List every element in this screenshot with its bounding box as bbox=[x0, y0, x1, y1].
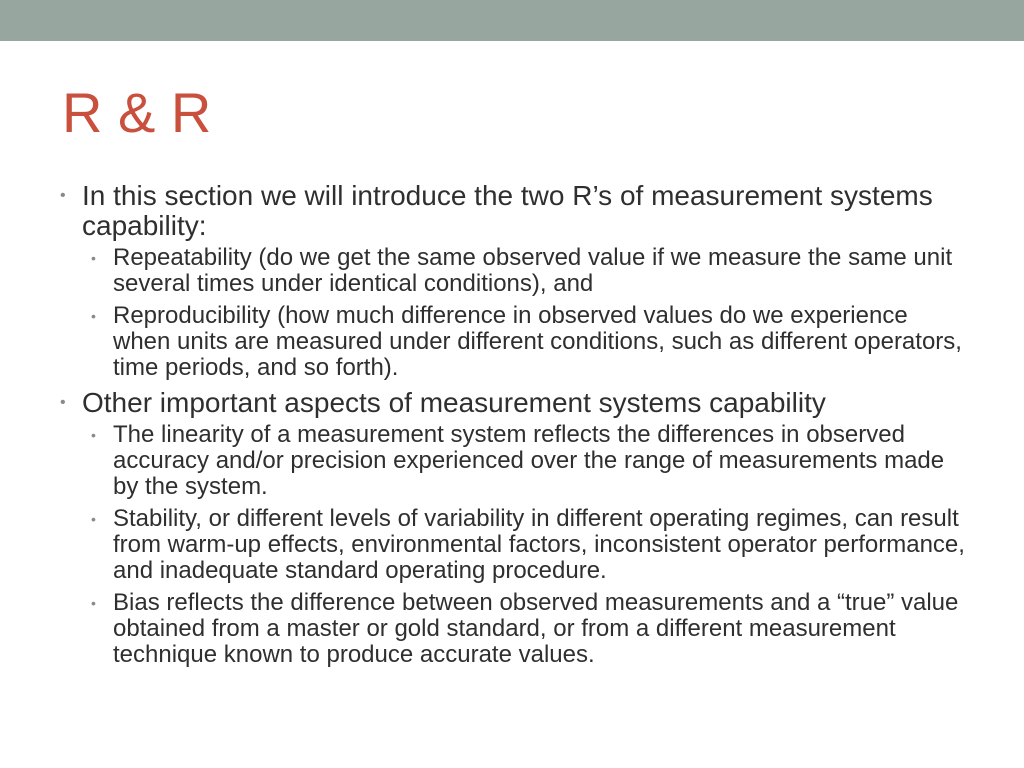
sub-bullet-item bbox=[82, 506, 968, 584]
sub-bullet-text: Reproducibility (how much difference in observed values do we experience when units are measured under different conditions, such as different operators, time periods, and so forth). bbox=[113, 302, 962, 381]
bullet-text: In this section we will introduce the two R’s of measurement systems capability: bbox=[82, 180, 933, 241]
bullet-icon: • bbox=[91, 308, 96, 324]
bullet-icon: • bbox=[60, 187, 66, 204]
sub-bullet-list bbox=[82, 422, 968, 668]
bullet-icon: • bbox=[91, 250, 96, 266]
sub-bullet-text: Bias reflects the difference between observed measurements and a “true” value obtained from a master or gold standard, or from a different measurement technique known to produce accurate values. bbox=[113, 589, 959, 668]
sub-bullet-text: Stability, or different levels of variability in different operating regimes, can result from warm-up effects, environmental factors, inconsistent operator performance, and inadequate standard operating procedure. bbox=[113, 505, 965, 584]
slide-title: R & R bbox=[62, 81, 212, 144]
bullet-icon: • bbox=[91, 427, 96, 443]
sub-bullet-list bbox=[82, 245, 968, 381]
bullet-icon: • bbox=[91, 595, 96, 611]
bullet-icon: • bbox=[91, 511, 96, 527]
bullet-item-2 bbox=[58, 388, 968, 668]
sub-bullet-text: Repeatability (do we get the same observed value if we measure the same unit several times under identical conditions), and bbox=[113, 244, 953, 297]
sub-bullet-text: The linearity of a measurement system reflects the differences in observed accuracy and/or precision experienced over the range of measurements made by the system. bbox=[113, 421, 945, 500]
sub-bullet-item bbox=[82, 245, 968, 297]
bullet-icon: • bbox=[60, 394, 66, 411]
sub-bullet-item bbox=[82, 303, 968, 381]
bullet-list bbox=[58, 181, 968, 674]
sub-bullet-item bbox=[82, 422, 968, 500]
top-accent-bar bbox=[0, 0, 1024, 41]
bullet-item-1 bbox=[58, 181, 968, 381]
sub-bullet-item bbox=[82, 590, 968, 668]
bullet-text: Other important aspects of measurement systems capability bbox=[82, 387, 826, 418]
